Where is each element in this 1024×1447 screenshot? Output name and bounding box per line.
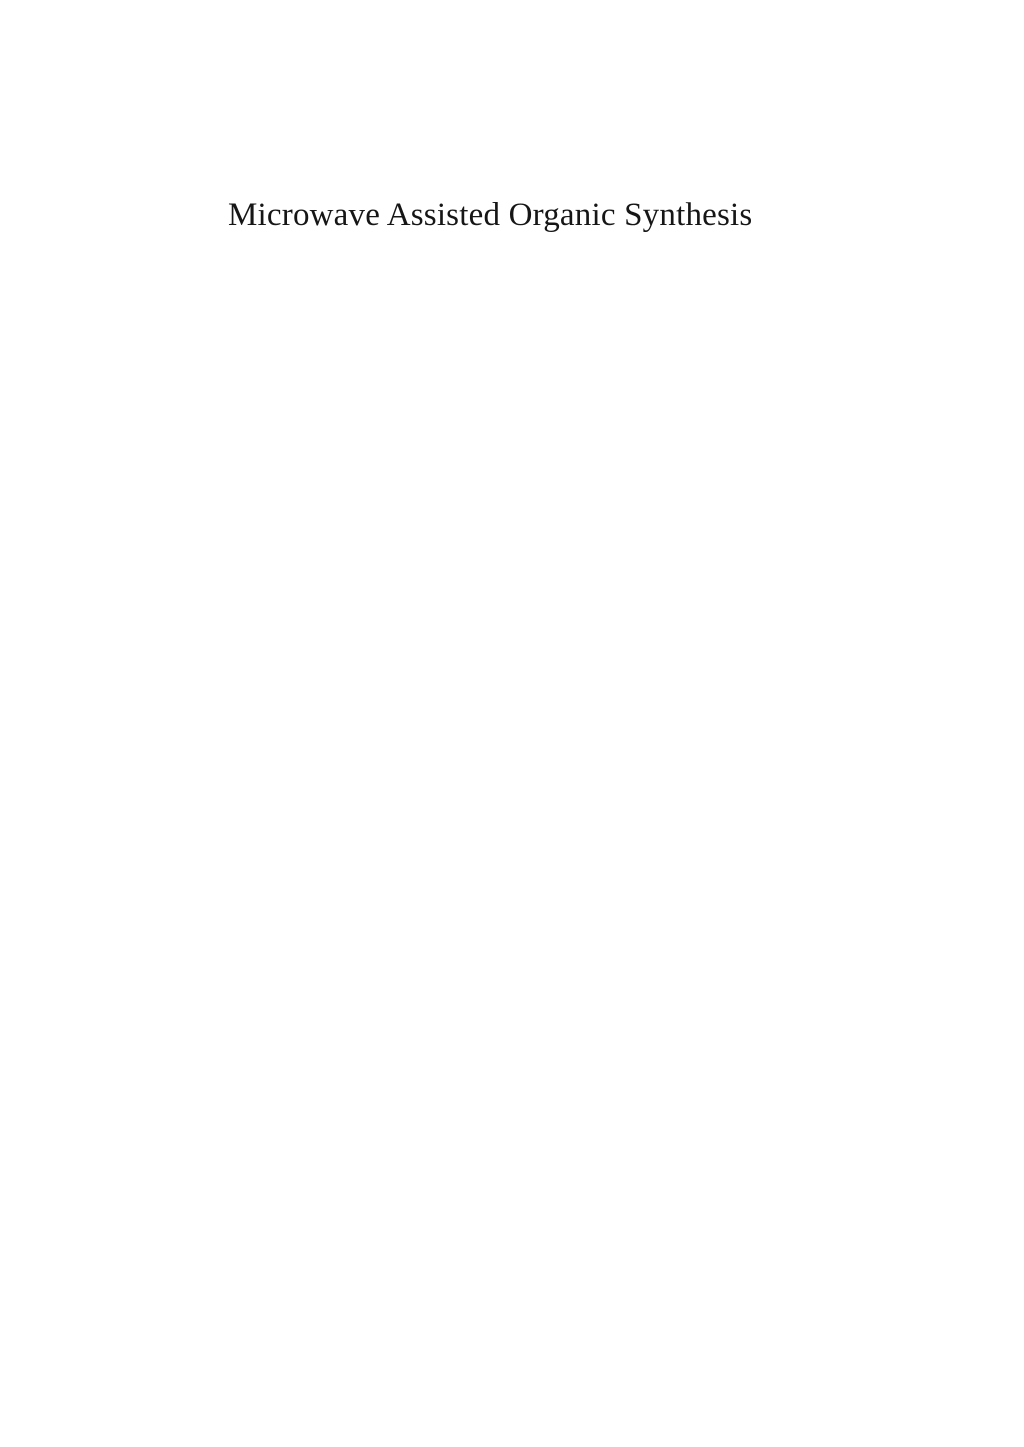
- title-block: [0, 196, 1024, 236]
- page-title: Microwave Assisted Organic Synthesis: [228, 197, 753, 233]
- page-body-text: [228, 280, 874, 1327]
